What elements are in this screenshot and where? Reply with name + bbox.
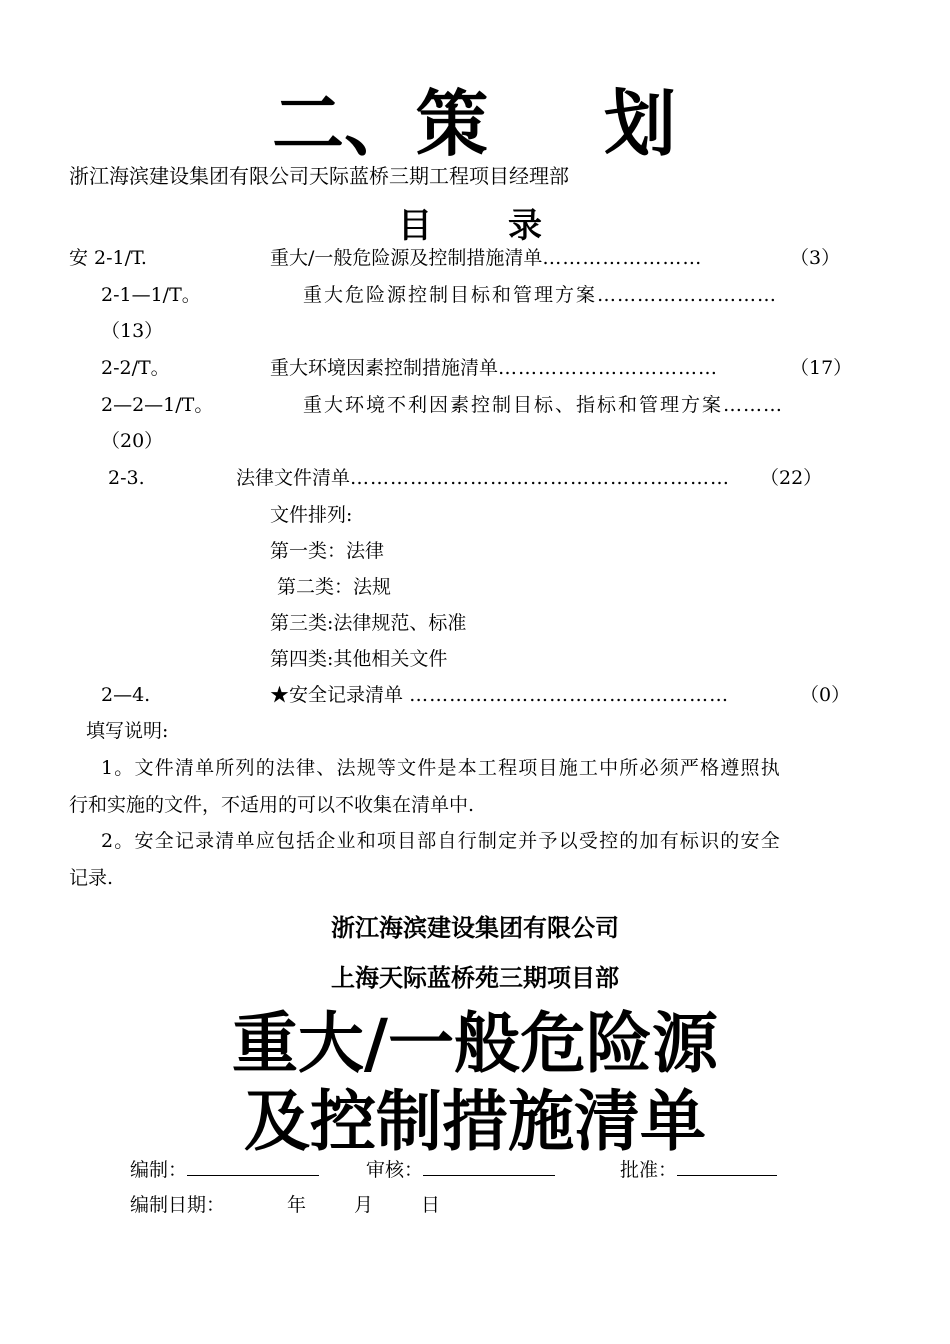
- toc-code-4: 2—2—1/T。: [101, 394, 214, 416]
- toc-code-1: 安 2-1/T.: [69, 247, 147, 269]
- toc-heading-1: 目: [398, 206, 432, 246]
- toc-page-1: （3）: [790, 247, 841, 269]
- toc-entry-4[interactable]: [303, 392, 783, 418]
- toc-code-2: 2-1—1/T。: [101, 284, 201, 306]
- instruction-1-line-1: 1。文件清单所列的法律、法规等文件是本工程项目施工中所必须严格遵照执: [101, 757, 781, 779]
- approve-label: 批准：: [620, 1159, 678, 1181]
- toc-dots: ……………………: [542, 247, 703, 269]
- document-title-line-1: 重大/一般危险源: [231, 1005, 719, 1082]
- review-field: [366, 1155, 555, 1182]
- review-input-line[interactable]: [423, 1157, 555, 1176]
- page-title-part2: 划: [604, 82, 677, 166]
- project-name: 上海天际蓝桥苑三期项目部: [331, 964, 619, 992]
- instruction-2-line-1: 2。安全记录清单应包括企业和项目部自行制定并予以受控的加有标识的安全: [101, 830, 781, 852]
- date-label: 编制日期：: [130, 1194, 226, 1216]
- toc-code-5: 2-3.: [108, 467, 145, 489]
- toc-title: 重大/一般危险源及控制措施清单: [270, 247, 543, 269]
- toc-title: ★安全记录清单: [270, 684, 404, 706]
- toc-dots: …………………………………………………: [350, 467, 731, 489]
- page-title-part1: 二、策: [272, 82, 489, 166]
- toc-page-2: （13）: [101, 320, 164, 342]
- toc-page-4: （20）: [101, 430, 164, 452]
- compile-input-line[interactable]: [187, 1157, 319, 1176]
- document-title-line-2: 及控制措施清单: [244, 1083, 706, 1160]
- review-label: 审核：: [366, 1159, 424, 1181]
- date-month: 月: [354, 1194, 374, 1216]
- compile-field: [130, 1155, 319, 1182]
- file-order-heading: 文件排列:: [270, 504, 353, 526]
- toc-title: 重大环境不利因素控制目标、指标和管理方案: [303, 394, 724, 416]
- toc-title: 重大危险源控制目标和管理方案: [303, 284, 598, 306]
- toc-entry-3[interactable]: [270, 355, 718, 381]
- instructions-heading: 填写说明:: [86, 720, 169, 742]
- toc-entry-1[interactable]: [270, 245, 702, 271]
- toc-page-5: （22）: [760, 467, 823, 489]
- file-order-item: 第四类:其他相关文件: [270, 648, 448, 670]
- toc-page-6: （0）: [800, 684, 851, 706]
- toc-dots: …………………………………………: [409, 684, 730, 706]
- approve-input-line[interactable]: [677, 1157, 777, 1176]
- file-order-item: 第二类：法规: [277, 576, 392, 598]
- toc-entry-5[interactable]: [236, 465, 730, 491]
- toc-entry-2[interactable]: [303, 282, 777, 308]
- file-order-item: 第一类：法律: [270, 540, 385, 562]
- toc-dots: ………: [723, 394, 784, 416]
- toc-code-6: 2—4.: [101, 684, 151, 706]
- compile-label: 编制：: [130, 1159, 188, 1181]
- toc-dots: ………………………: [597, 284, 778, 306]
- instruction-2-line-2: 记录.: [69, 867, 114, 889]
- toc-title: 法律文件清单: [236, 467, 351, 489]
- toc-heading-2: 录: [508, 206, 542, 246]
- toc-entry-6[interactable]: [270, 682, 729, 708]
- file-order-item: 第三类:法律规范、标准: [270, 612, 467, 634]
- company-name: 浙江海滨建设集团有限公司: [331, 914, 619, 942]
- toc-page-3: （17）: [790, 357, 853, 379]
- instruction-1-line-2: 行和实施的文件，不适用的可以不收集在清单中.: [69, 794, 475, 816]
- date-day: 日: [421, 1194, 441, 1216]
- date-year: 年: [287, 1194, 307, 1216]
- project-subtitle: 浙江海滨建设集团有限公司天际蓝桥三期工程项目经理部: [69, 164, 569, 188]
- approve-field: [620, 1155, 777, 1182]
- toc-title: 重大环境因素控制措施清单: [270, 357, 499, 379]
- toc-code-3: 2-2/T。: [101, 357, 170, 379]
- toc-dots: ……………………………: [498, 357, 719, 379]
